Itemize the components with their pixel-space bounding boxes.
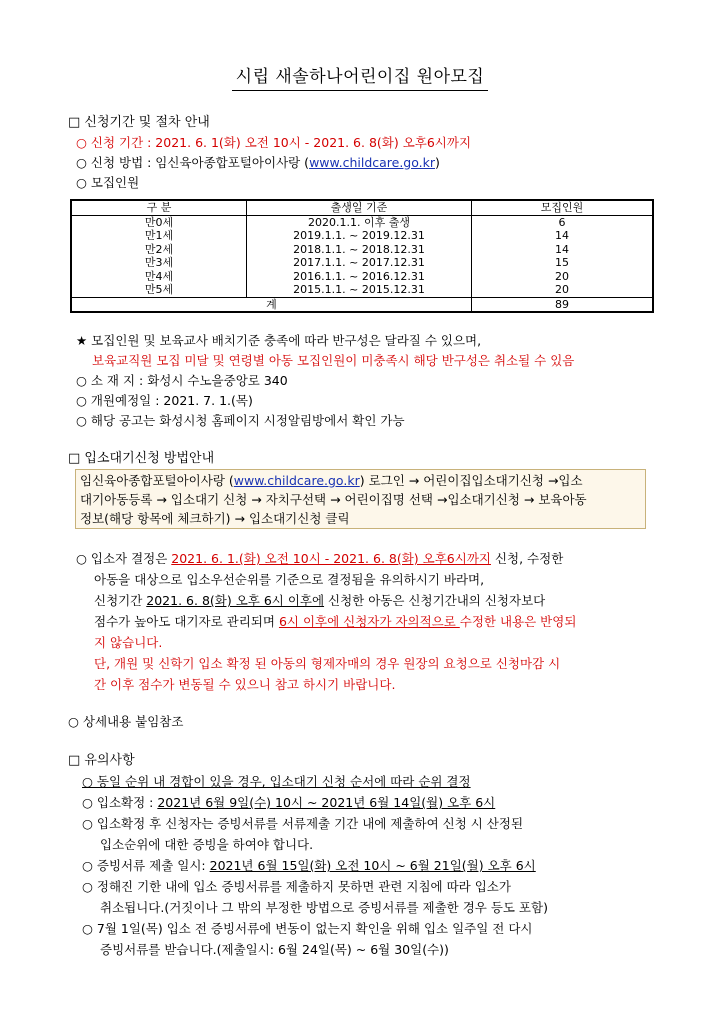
table-cell: 14 xyxy=(472,243,654,257)
table-cell: 만3세 xyxy=(71,256,247,270)
table-row xyxy=(71,256,653,270)
page-title-text: 시립 새솔하나어린이집 원아모집 xyxy=(232,62,489,91)
section-heading-waiting: □ 입소대기신청 방법안내 xyxy=(68,451,215,466)
table-row xyxy=(71,229,653,243)
recruit-label: ○ 모집인원 xyxy=(76,175,140,190)
caution-item-3a: ○ 입소확정 후 신청자는 증빙서류를 서류제출 기간 내에 제출하여 신청 시 산정된 xyxy=(82,816,524,831)
note-star-red: 보육교직원 모집 미달 및 연령별 아동 모집인원이 미충족시 해당 반구성은 취소될 수 있음 xyxy=(92,353,575,368)
table-cell: 만5세 xyxy=(71,283,247,297)
table-cell: 14 xyxy=(472,229,654,243)
table-row xyxy=(71,215,653,229)
waiting-procedure-box xyxy=(75,469,646,529)
box-line-3: 정보(해당 항목에 체크하기) → 입소대기신청 클릭 xyxy=(80,511,350,526)
table-total-label: 계 xyxy=(71,297,472,312)
caution-item-4-prefix: ○ 증빙서류 제출 일시: xyxy=(82,858,210,873)
decision-line-3 xyxy=(94,592,545,610)
table-cell: 만4세 xyxy=(71,270,247,284)
detail-reference: ○ 상세내용 붙임참조 xyxy=(68,714,184,729)
decision-line-3-underline: 2021. 6. 8(화) 오후 6시 이후에 xyxy=(146,593,325,608)
caution-item-4 xyxy=(82,857,536,875)
table-header-cell: 출생일 기준 xyxy=(247,200,472,215)
decision-line-4-red-underline: 6시 이후에 신청자가 자의적으로 xyxy=(278,614,460,629)
opening-date: ○ 개원예정일 : 2021. 7. 1.(목) xyxy=(76,393,253,408)
table-cell: 만1세 xyxy=(71,229,247,243)
method-prefix: ○ 신청 방법 : 임신육아종합포털아이사랑 ( xyxy=(76,155,310,170)
decision-line-7: 간 이후 점수가 변동될 수 있으니 참고 하시기 바랍니다. xyxy=(94,677,396,692)
decision-line-4-prefix: 점수가 높아도 대기자로 관리되며 xyxy=(94,614,279,629)
decision-suffix: 신청, 수정한 xyxy=(490,551,564,566)
table-cell: 2020.1.1. 이후 출생 xyxy=(247,215,472,229)
application-method xyxy=(76,154,440,172)
decision-line-6: 단, 개원 및 신학기 입소 확정 된 아동의 형제자매의 경우 원장의 요청으로 신청마감 시 xyxy=(94,656,561,671)
section-heading-cautions: □ 유의사항 xyxy=(68,753,135,768)
box-childcare-link[interactable]: www.childcare.go.kr xyxy=(233,473,360,488)
table-cell: 2019.1.1. ~ 2019.12.31 xyxy=(247,229,472,243)
table-cell: 2017.1.1. ~ 2017.12.31 xyxy=(247,256,472,270)
table-header-cell: 모집인원 xyxy=(472,200,654,215)
table-total-row xyxy=(71,297,653,312)
childcare-link[interactable]: www.childcare.go.kr xyxy=(309,155,436,170)
table-cell: 20 xyxy=(472,270,654,284)
decision-line-5: 지 않습니다. xyxy=(94,635,163,650)
table-cell: 6 xyxy=(472,215,654,229)
table-cell: 만0세 xyxy=(71,215,247,229)
caution-item-3b: 입소순위에 대한 증빙을 하여야 합니다. xyxy=(100,837,314,852)
decision-line-4 xyxy=(94,613,576,631)
box-line-1-prefix: 임신육아종합포털아이사랑 ( xyxy=(80,473,234,488)
table-cell: 2016.1.1. ~ 2016.12.31 xyxy=(247,270,472,284)
table-cell: 15 xyxy=(472,256,654,270)
box-line-1-suffix: ) 로그인 → 어린이집입소대기신청 →입소 xyxy=(359,473,583,488)
caution-item-6a: ○ 7월 1일(목) 입소 전 증빙서류에 변동이 없는지 확인을 위해 입소 일주일 전 다시 xyxy=(82,921,533,936)
table-cell: 20 xyxy=(472,283,654,297)
table-cell: 만2세 xyxy=(71,243,247,257)
table-header-cell: 구 분 xyxy=(71,200,247,215)
recruit-table xyxy=(70,199,654,313)
caution-item-1: ○ 동일 순위 내 경합이 있을 경우, 입소대기 신청 순서에 따라 순위 결정 xyxy=(82,774,471,789)
box-line-2: 대기아동등록 → 입소대기 신청 → 자치구선택 → 어린이집명 선택 →입소대기신청 → 보육아동 xyxy=(80,492,587,507)
caution-item-5a: ○ 정해진 기한 내에 입소 증빙서류를 제출하지 못하면 관련 지침에 따라 입소가 xyxy=(82,879,511,894)
page-title xyxy=(0,62,720,91)
table-row xyxy=(71,283,653,297)
table-row xyxy=(71,270,653,284)
table-cell: 2018.1.1. ~ 2018.12.31 xyxy=(247,243,472,257)
decision-line-4-red: 수정한 내용은 반영되 xyxy=(459,614,577,629)
method-suffix: ) xyxy=(435,155,440,170)
caution-item-2 xyxy=(82,794,495,812)
caution-item-6b: 증빙서류를 받습니다.(제출일시: 6월 24일(목) ~ 6월 30일(수)) xyxy=(100,942,449,957)
decision-line-2: 아동을 대상으로 입소우선순위를 기준으로 결정됨을 유의하시기 바라며, xyxy=(94,572,485,587)
caution-item-2-period: 2021년 6월 9일(수) 10시 ~ 2021년 6월 14일(월) 오후 6시 xyxy=(157,795,496,810)
caution-item-4-period: 2021년 6월 15일(화) 오전 10시 ~ 6월 21일(월) 오후 6시 xyxy=(209,858,536,873)
decision-period: 2021. 6. 1.(화) 오전 10시 - 2021. 6. 8(화) 오후6시까지 xyxy=(171,551,491,566)
table-header-row xyxy=(71,200,653,215)
table-cell: 2015.1.1. ~ 2015.12.31 xyxy=(247,283,472,297)
decision-line-1 xyxy=(76,550,563,568)
table-total-value: 89 xyxy=(472,297,654,312)
notice: ○ 해당 공고는 화성시청 홈페이지 시정알림방에서 확인 가능 xyxy=(76,413,405,428)
box-line-1 xyxy=(80,472,583,490)
section-heading-application: □ 신청기간 및 절차 안내 xyxy=(68,115,210,130)
note-star: ★ 모집인원 및 보육교사 배치기준 충족에 따라 반구성은 달라질 수 있으며, xyxy=(76,333,482,348)
address: ○ 소 재 지 : 화성시 수노을중앙로 340 xyxy=(76,373,288,388)
application-period: ○ 신청 기간 : 2021. 6. 1(화) 오전 10시 - 2021. 6. 8(화) 오후6시까지 xyxy=(76,135,472,150)
table-row xyxy=(71,243,653,257)
decision-line-3-suffix: 신청한 아동은 신청기간내의 신청자보다 xyxy=(324,593,546,608)
decision-prefix: ○ 입소자 결정은 xyxy=(76,551,172,566)
caution-item-2-prefix: ○ 입소확정 : xyxy=(82,795,158,810)
caution-item-5b: 취소됩니다.(거짓이나 그 밖의 부정한 방법으로 증빙서류를 제출한 경우 등도 포함) xyxy=(100,900,548,915)
decision-line-3-prefix: 신청기간 xyxy=(94,593,147,608)
